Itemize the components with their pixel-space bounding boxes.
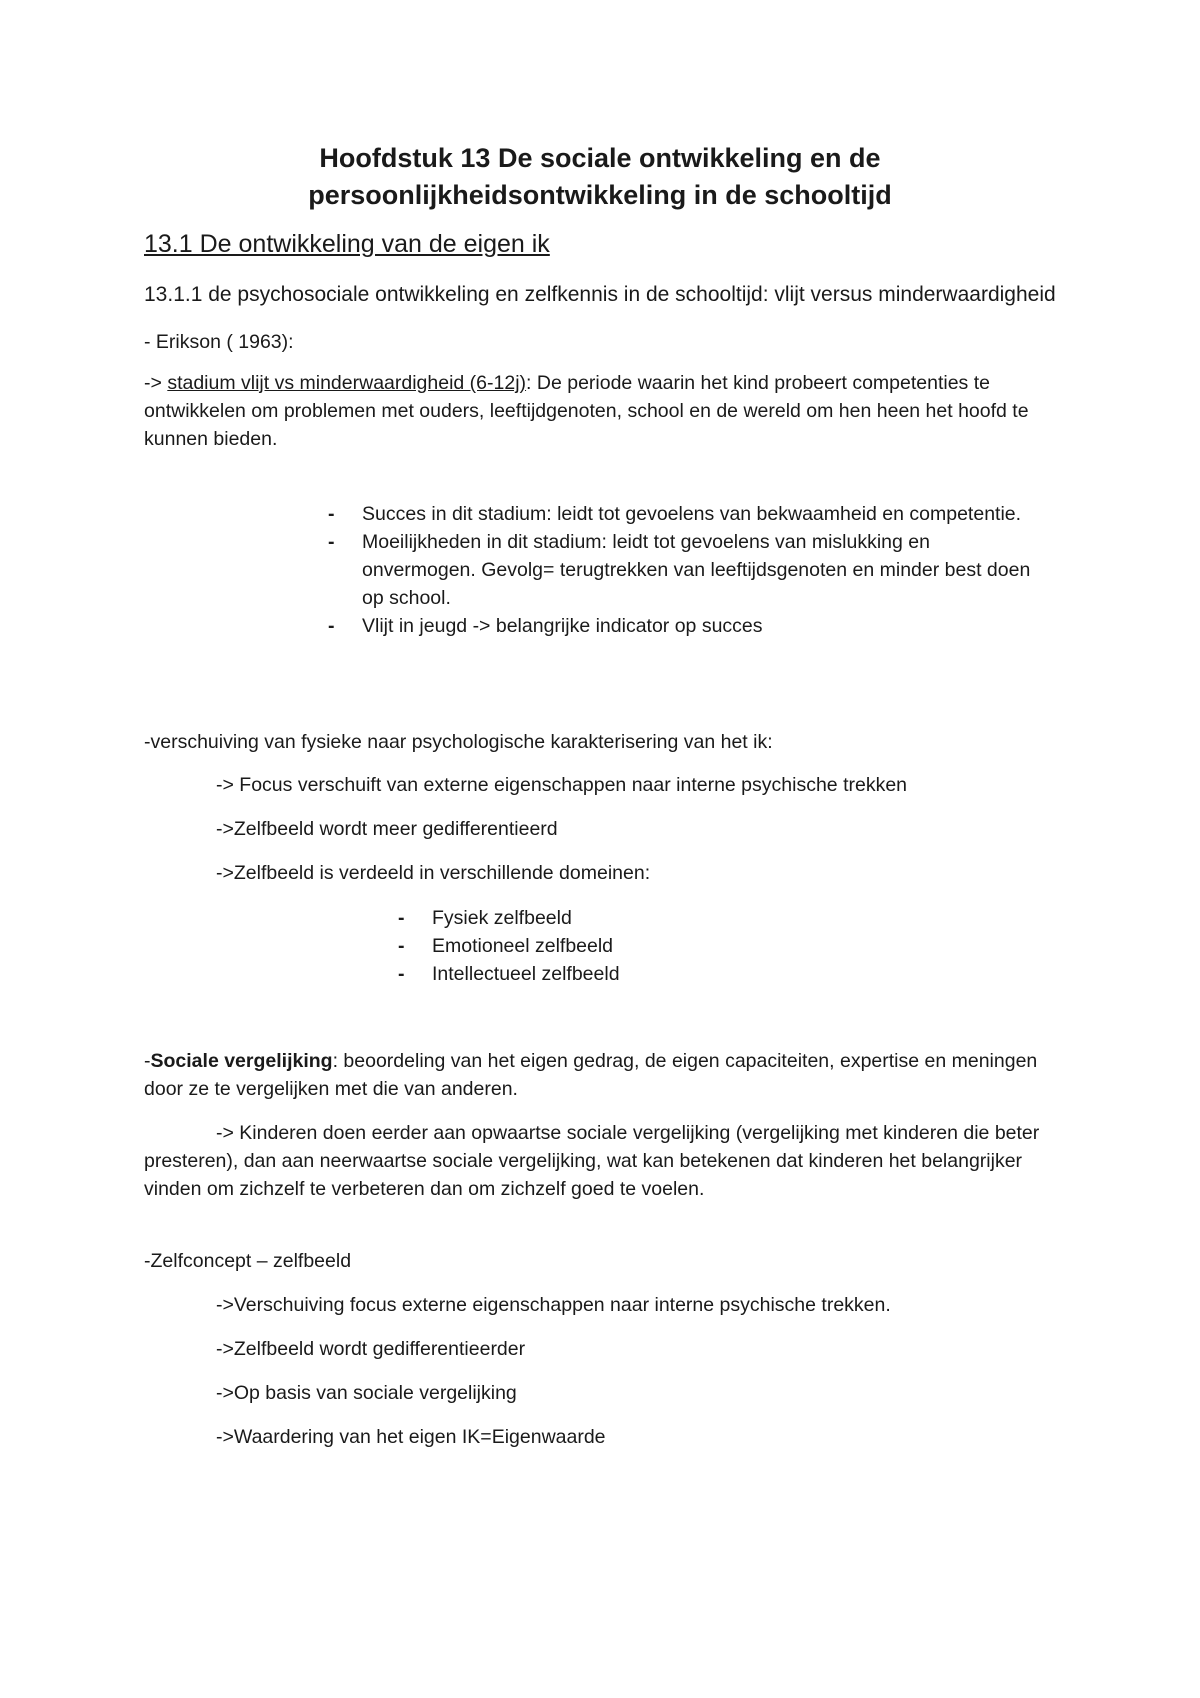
domain-list bbox=[398, 904, 932, 988]
self-concept-point: ->Zelfbeeld wordt gedifferentieerder bbox=[216, 1338, 526, 1360]
stage-description: : De periode waarin het kind probeert competenties te ontwikkelen om problemen met ouders, leeftijdgenoten, school en de wereld om hen heen het hoofd te kunnen bieden. bbox=[144, 372, 1029, 450]
bullet-dash: - bbox=[398, 963, 405, 985]
bullet-dash: - bbox=[398, 935, 405, 957]
self-concept-point: ->Verschuiving focus externe eigenschappen naar interne psychische trekken. bbox=[216, 1294, 891, 1316]
list-item-text: Vlijt in jeugd -> belangrijke indicator op succes bbox=[362, 615, 763, 637]
list-item bbox=[328, 612, 1032, 640]
stage-bullet-list bbox=[328, 500, 1032, 640]
self-concept-heading: -Zelfconcept – zelfbeeld bbox=[144, 1250, 352, 1272]
stage-prefix: -> bbox=[144, 372, 168, 394]
bullet-dash: - bbox=[328, 503, 335, 525]
bullet-dash: - bbox=[328, 531, 335, 553]
list-item bbox=[398, 960, 932, 988]
title-line-2: persoonlijkheidsontwikkeling in de schooltijd bbox=[308, 180, 892, 210]
list-item-text: Succes in dit stadium: leidt tot gevoelens van bekwaamheid en competentie. bbox=[362, 503, 1022, 525]
social-prefix: - bbox=[144, 1050, 151, 1072]
self-concept-point: ->Op basis van sociale vergelijking bbox=[216, 1382, 517, 1404]
bullet-dash: - bbox=[398, 907, 405, 929]
list-item-text: Fysiek zelfbeeld bbox=[432, 907, 572, 929]
shift-point: ->Zelfbeeld wordt meer gedifferentieerd bbox=[216, 818, 558, 840]
self-concept-point: ->Waardering van het eigen IK=Eigenwaarde bbox=[216, 1426, 606, 1448]
shift-point: -> Focus verschuift van externe eigenschappen naar interne psychische trekken bbox=[216, 774, 908, 796]
social-comparison-paragraph bbox=[144, 1047, 1074, 1103]
title-line-1: Hoofdstuk 13 De sociale ontwikkeling en de bbox=[319, 143, 881, 173]
stage-term: stadium vlijt vs minderwaardigheid (6-12j) bbox=[167, 372, 527, 394]
list-item-text: Emotioneel zelfbeeld bbox=[432, 935, 614, 957]
page-title bbox=[150, 140, 1050, 214]
list-item bbox=[398, 932, 932, 960]
shift-heading: -verschuiving van fysieke naar psychologische karakterisering van het ik: bbox=[144, 731, 773, 753]
bullet-dash: - bbox=[328, 615, 335, 637]
list-item-text: Moeilijkheden in dit stadium: leidt tot gevoelens van mislukking en onvermogen. Gevolg= terugtrekken van leeftijdsgenoten en minder best doen op school. bbox=[362, 531, 1031, 609]
list-item-text: Intellectueel zelfbeeld bbox=[432, 963, 620, 985]
stage-paragraph bbox=[144, 369, 1074, 453]
list-item bbox=[328, 500, 1032, 528]
subsection-heading: 13.1.1 de psychosociale ontwikkeling en zelfkennis in de schooltijd: vlijt versus minderwaardigheid bbox=[144, 283, 1056, 306]
erikson-line: - Erikson ( 1963): bbox=[144, 331, 294, 353]
shift-point: ->Zelfbeeld is verdeeld in verschillende domeinen: bbox=[216, 862, 651, 884]
social-comparison-note: -> Kinderen doen eerder aan opwaartse sociale vergelijking (vergelijking met kinderen die beter presteren), dan aan neerwaartse sociale vergelijking, wat kan betekenen dat kinderen het belangrijker vinden om zichzelf te verbeteren dan om zichzelf goed te voelen. bbox=[144, 1122, 1040, 1200]
section-heading: 13.1 De ontwikkeling van de eigen ik bbox=[144, 230, 550, 258]
social-term: Sociale vergelijking bbox=[150, 1050, 333, 1072]
list-item bbox=[328, 528, 1032, 612]
list-item bbox=[398, 904, 932, 932]
social-description: : beoordeling van het eigen gedrag, de eigen capaciteiten, expertise en meningen door ze te vergelijken met die van anderen. bbox=[144, 1050, 1038, 1100]
